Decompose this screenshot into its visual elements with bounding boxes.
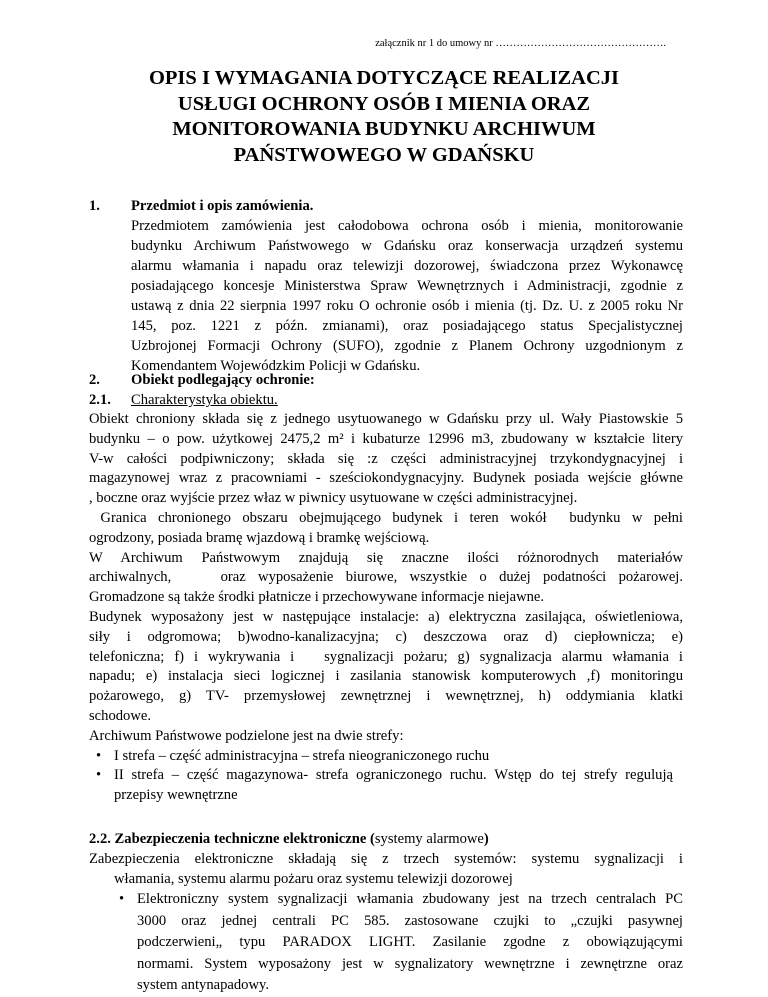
section-2-2-heading-close: ) xyxy=(483,831,489,847)
section-2-2-number: 2.2. xyxy=(89,831,111,847)
bullet-line: 3000 oraz jednej centrali PC 585. zastosowane czujki to „czujki pasywnej xyxy=(137,912,683,929)
title-line: OPIS I WYMAGANIA DOTYCZĄCE REALIZACJI xyxy=(148,67,620,89)
section-1-heading: Przedmiot i opis zamówienia. xyxy=(131,198,314,214)
list-item: • I strefa – część administracyjna – strefa nieograniczonego ruchu xyxy=(89,747,683,767)
body-line: Granica chronionego obszaru obejmującego budynek i teren wokół budynku w pełni xyxy=(89,509,683,526)
section-1-line: Uzbrojonej Formacji Ochrony (SUFO), zgodnie z Planem Ochrony uzgodnionym z xyxy=(131,338,683,354)
body-line: budynku – o pow. użytkowej 2475,2 m² i kubaturze 12996 m3, zbudowany w kształcie litery xyxy=(89,430,683,447)
section-2-number: 2. xyxy=(89,372,100,388)
section-1-line: budynku Archiwum Państwowego w Gdańsku oraz konserwacja urządzeń systemu xyxy=(131,238,683,254)
body-line: ogrodzony, posiada bramę wjazdową i bramkę wejściową. xyxy=(89,529,430,546)
body-line: Gromadzone są także środki płatnicze i przechowywane informacje niejawne. xyxy=(89,589,545,606)
section-1 xyxy=(131,196,683,376)
section-2-2-heading-bold: Zabezpieczenia techniczne elektroniczne ( xyxy=(114,831,375,847)
section-1-number: 1. xyxy=(89,198,100,214)
zones-list xyxy=(89,747,683,806)
bullet-block xyxy=(89,889,683,997)
section-2-2-heading-normal: systemy alarmowe xyxy=(374,831,484,847)
section-2-2 xyxy=(89,830,683,997)
body-line: włamania, systemu alarmu pożaru oraz systemu telewizji dozorowej xyxy=(114,870,513,887)
section-1-line: Przedmiotem zamówienia jest całodobowa ochrona osób i mienia, monitorowanie xyxy=(131,218,683,234)
section-1-line: posiadającego koncesje Ministerstwa Spraw Wewnętrznych i Administracji, zgodnie z xyxy=(131,278,683,294)
section-2-heading: Obiekt podlegający ochronie: xyxy=(131,372,315,388)
section-1-line: ustawą z dnia 22 sierpnia 1997 roku O ochronie osób i mienia (tj. Dz. U. z 2005 roku Nr xyxy=(131,298,683,314)
title-line: MONITOROWANIA BUDYNKU ARCHIWUM xyxy=(172,118,596,140)
list-item: • II strefa – część magazynowa- strefa ograniczonego ruchu. Wstęp do tej strefy regulują przepisy wewnętrzne xyxy=(89,766,683,806)
body-line: Budynek wyposażony jest w następujące instalacje: a) elektryczna zasilająca, oświetleniowa, xyxy=(89,608,683,625)
body-line: Zabezpieczenia elektroniczne składają się z trzech systemów: systemu sygnalizacji i xyxy=(89,850,683,867)
body-line: W Archiwum Państwowym znajdują się znaczne ilości różnorodnych materiałów xyxy=(89,549,683,566)
body-line: pożarowego, g) TV- przemysłowej zewnętrznej i wewnętrznej, h) oddymiania klatki xyxy=(89,688,683,705)
title-line: USŁUGI OCHRONY OSÓB I MIENIA ORAZ xyxy=(177,92,591,115)
body-line: archiwalnych, oraz wyposażenie biurowe, wszystkie o dużej podatności pożarowej. xyxy=(89,569,683,586)
section-2-2-heading xyxy=(89,830,683,850)
body-line: telefoniczna; f) i wykrywania i sygnalizacji pożaru; g) sygnalizacja alarmu włamania i xyxy=(89,648,683,665)
bullet-line: podczerwieni„ typu PARADOX LIGHT. Zasilanie zgodne z obowiązującymi xyxy=(137,934,683,951)
bullet-line: normami. System wyposażony jest w sygnalizatory wewnętrzne i zewnętrzne oraz xyxy=(137,955,683,972)
section-1-line: 145, poz. 1221 z późn. zmianami), oraz posiadającego status Specjalistycznej xyxy=(131,318,683,334)
body-line: siły i odgromowa; b)wodno-kanalizacyjna; c) deszczowa oraz d) ciepłownicza; e) xyxy=(89,628,683,645)
body-line: magazynowej wraz z pracowniami - sześciokondygnacyjny. Budynek posiada wejście główne xyxy=(89,470,683,487)
bullet-line: Elektroniczny system sygnalizacji włamania zbudowany jest na trzech centralach PC xyxy=(137,891,683,908)
title-line: PAŃSTWOWEGO W GDAŃSKU xyxy=(233,143,535,166)
body-line: napadu; e) instalacja sieci logicznej i zasilania stanowisk komputerowych ,f) monitoringu xyxy=(89,668,683,685)
bullet-line: system antynapadowy. xyxy=(137,977,269,994)
body-line: , boczne oraz wyjście przez właz w piwnicy usytuowane w części administracyjnej. xyxy=(89,490,578,507)
document-title xyxy=(60,66,708,168)
section-1-line: alarmu włamania i napadu oraz telewizji dozorowej, świadczona przez Wykonawcę xyxy=(131,258,683,274)
body-line: schodowe. xyxy=(89,707,152,724)
section-2-1-body xyxy=(89,410,683,806)
bullet-dot: • xyxy=(119,891,125,908)
attachment-note: załącznik nr 1 do umowy nr …………………………………………. xyxy=(375,38,666,49)
body-line: V-w całości podpiwniczony; składa się :z części administracyjnej trzykondygnacyjnej i xyxy=(89,450,683,467)
section-2-1-heading: Charakterystyka obiektu. xyxy=(131,392,278,408)
body-line: Obiekt chroniony składa się z jednego usytuowanego w Gdańsku przy ul. Wały Piastowskie 5 xyxy=(89,411,683,427)
body-line: Archiwum Państwowe podzielone jest na dwie strefy: xyxy=(89,727,404,744)
section-1-line: Komendantem Wojewódzkim Policji w Gdańsku. xyxy=(131,358,421,374)
section-2-1-number: 2.1. xyxy=(89,392,111,408)
